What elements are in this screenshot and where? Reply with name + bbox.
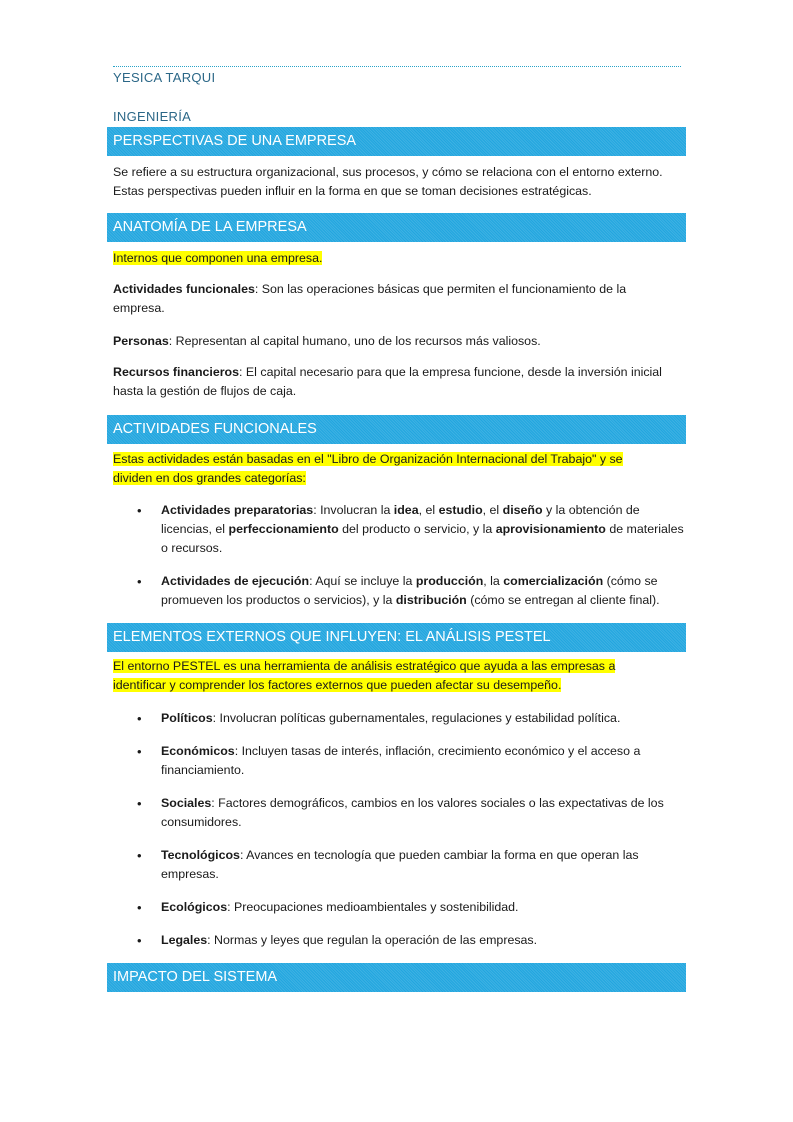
paragraph — [113, 657, 633, 695]
text: : Normas y leyes que regulan la operación de las empresas. — [207, 933, 538, 947]
bold-term: Tecnológicos — [161, 848, 240, 862]
bold-term: producción — [415, 574, 484, 588]
bold-term: distribución — [395, 593, 467, 607]
text: (cómo se promueven los productos o servicios), y la — [161, 574, 658, 607]
text: del producto o servicio, y la — [338, 522, 496, 536]
bold-term: Recursos financieros — [113, 365, 240, 379]
heading-pestel: ELEMENTOS EXTERNOS QUE INFLUYEN: EL ANÁLISIS PESTEL — [107, 623, 686, 652]
bold-term: comercialización — [503, 574, 604, 588]
text: : Aquí se incluye la — [309, 574, 416, 588]
bold-term: Actividades funcionales — [113, 282, 255, 296]
list-item — [161, 794, 686, 832]
list-item — [161, 709, 686, 728]
text: : Incluyen tasas de interés, inflación, crecimiento económico y el acceso a financiamiento. — [161, 744, 641, 777]
text: (cómo se entregan al cliente final). — [466, 593, 660, 607]
paragraph: Se refiere a su estructura organizacional, sus procesos, y cómo se relaciona con el entorno externo. Estas perspectivas pueden influir en la forma en que se toman decisiones estratégicas. — [113, 165, 663, 198]
text: : Avances en tecnología que pueden cambiar la forma en que operan las empresas. — [161, 848, 639, 881]
bold-term: Ecológicos — [161, 900, 228, 914]
bold-term: Actividades preparatorias — [161, 503, 314, 517]
text: : Son las operaciones básicas que permiten el funcionamiento de la empresa. — [113, 282, 627, 315]
paragraph — [113, 332, 673, 351]
list-item — [161, 846, 661, 884]
bold-term: diseño — [502, 503, 543, 517]
list-item — [161, 898, 686, 917]
highlighted-text: Estas actividades están basadas en el "Libro de Organización Internacional del Trabajo" y se dividen en dos grandes categorías: — [113, 452, 623, 485]
text: : El capital necesario para que la empresa funcione, desde la inversión inicial hasta la gestión de flujos de caja. — [113, 365, 662, 398]
bold-term: Actividades de ejecución — [161, 574, 310, 588]
heading-actividades: ACTIVIDADES FUNCIONALES — [107, 415, 686, 444]
text: , la — [483, 574, 504, 588]
paragraph — [113, 363, 673, 401]
paragraph — [113, 280, 673, 318]
text: de materiales o recursos. — [161, 522, 684, 555]
text: : Factores demográficos, cambios en los valores sociales o las expectativas de los consumidores. — [161, 796, 664, 829]
bold-term: Políticos — [161, 711, 213, 725]
heading-perspectivas: PERSPECTIVAS DE UNA EMPRESA — [107, 127, 686, 156]
bold-term: aprovisionamiento — [495, 522, 606, 536]
list-item — [161, 501, 686, 558]
bold-term: Personas — [113, 334, 169, 348]
heading-anatomia: ANATOMÍA DE LA EMPRESA — [107, 213, 686, 242]
highlighted-text: Internos que componen una empresa. — [113, 251, 323, 265]
list-item — [161, 931, 686, 950]
text: , el — [482, 503, 503, 517]
text: : Preocupaciones medioambientales y sostenibilidad. — [227, 900, 519, 914]
paragraph — [113, 249, 673, 268]
text: : Representan al capital humano, uno de los recursos más valiosos. — [168, 334, 541, 348]
bold-term: Sociales — [161, 796, 212, 810]
list-item — [161, 742, 686, 780]
bold-term: Económicos — [161, 744, 235, 758]
bold-term: estudio — [438, 503, 483, 517]
department: INGENIERÍA — [113, 109, 192, 124]
text: , el — [418, 503, 439, 517]
text: : Involucran políticas gubernamentales, regulaciones y estabilidad política. — [212, 711, 621, 725]
bold-term: idea — [393, 503, 419, 517]
text: y la obtención de licencias, el — [161, 503, 640, 536]
heading-impacto: IMPACTO DEL SISTEMA — [107, 963, 686, 992]
paragraph — [113, 450, 623, 488]
author-name: YESICA TARQUI — [113, 70, 216, 85]
highlighted-text: El entorno PESTEL es una herramienta de análisis estratégico que ayuda a las empresas a identificar y comprender los factores externos que pueden afectar su desempeño. — [113, 659, 616, 692]
text: : Involucran la — [313, 503, 394, 517]
bold-term: Legales — [161, 933, 208, 947]
header-rule — [113, 66, 681, 67]
list-item — [161, 572, 686, 610]
bold-term: perfeccionamiento — [228, 522, 339, 536]
